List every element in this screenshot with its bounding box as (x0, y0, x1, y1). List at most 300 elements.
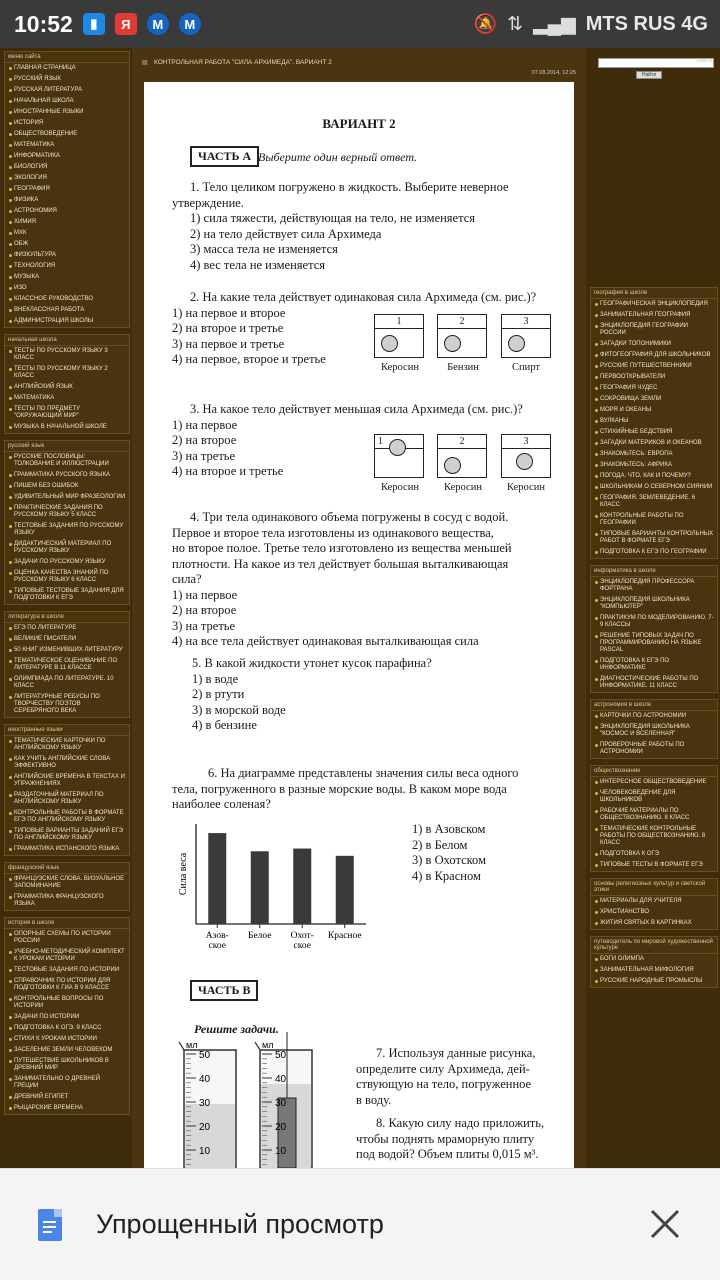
left-menu-item[interactable] (5, 481, 129, 492)
q3-vessel-1: 1 (374, 434, 424, 478)
right-menu-item[interactable] (591, 394, 717, 405)
right-menu-item[interactable] (591, 482, 717, 493)
content-area (132, 48, 586, 1168)
left-menu-item[interactable] (5, 965, 129, 976)
left-menu-item[interactable] (5, 162, 129, 173)
left-menu-item[interactable] (5, 452, 129, 470)
left-menu-item[interactable] (5, 96, 129, 107)
q2-vessel-3: 3 (501, 314, 551, 358)
category-label: Азов- (205, 931, 229, 941)
left-menu-item-label: ГРАММАТИКА ИСПАНСКОГО ЯЗЫКА (14, 846, 120, 852)
right-menu-item[interactable] (591, 416, 717, 427)
left-menu-item[interactable] (5, 393, 129, 404)
right-menu-item[interactable] (591, 849, 717, 860)
right-menu-item-label: ГЕОГРАФИЯ. ЗЕМЛЕВЕДЕНИЕ. 6 КЛАСС (600, 495, 696, 508)
right-menu-item[interactable] (591, 824, 717, 849)
q8-text: под водой? Объем плиты 0,015 м³. (356, 1147, 539, 1161)
right-menu-item[interactable] (591, 299, 717, 310)
q3-label: Керосин (444, 482, 482, 493)
left-menu-item[interactable] (5, 470, 129, 481)
left-menu-item[interactable] (5, 107, 129, 118)
left-menu-item-label: АДМИНИСТРАЦИЯ ШКОЛЫ (14, 318, 94, 324)
left-menu-item-label: ИНФОРМАТИКА (14, 153, 60, 159)
right-menu-item[interactable] (591, 577, 717, 595)
right-menu-item[interactable] (591, 806, 717, 824)
scale-label: 30 (275, 1098, 287, 1109)
q3-option: 2) на второе (172, 433, 237, 447)
left-menu-item[interactable] (5, 492, 129, 503)
right-menu-item-label: ПОДГОТОВКА К ОГЭ (600, 851, 660, 857)
left-menu-item[interactable] (5, 929, 129, 947)
left-menu-item-label: УЧЕБНО-МЕТОДИЧЕСКИЙ КОМПЛЕКТ К УРОКАМ ИСТОРИИ (14, 949, 125, 962)
q7-text: в воду. (356, 1092, 392, 1107)
left-menu-item[interactable] (5, 586, 129, 604)
left-menu-item[interactable] (5, 85, 129, 96)
y-axis-label: Сила веса (178, 852, 189, 896)
q4-option: 4) на все тела действует одинаковая выталкивающая сила (172, 634, 479, 648)
left-menu-block (4, 334, 130, 434)
bar (251, 851, 269, 924)
right-menu-item-label: ШКОЛЬНИКАМ О СЕВЕРНОМ СИЯНИИ (600, 484, 713, 490)
left-menu-item-label: СПРАВОЧНИК ПО ИСТОРИИ ДЛЯ ПОДГОТОВКИ К ГИА В 9 КЛАССЕ (14, 978, 111, 991)
left-menu-item-label: 50 КНИГ ИЗМЕНИВШИХ ЛИТЕРАТУРУ (14, 647, 123, 653)
left-menu-item[interactable] (5, 568, 129, 586)
right-menu-item[interactable] (591, 460, 717, 471)
left-menu-item[interactable] (5, 261, 129, 272)
q8-text: 8. Какую силу надо приложить, (376, 1116, 545, 1130)
close-icon[interactable] (648, 1207, 682, 1241)
q6-option: 2) в Белом (412, 837, 468, 852)
right-sidebar (586, 48, 720, 1168)
left-menu-item-label: ВЕЛИКИЕ ПИСАТЕЛИ (14, 636, 77, 642)
q4-text: 4. Три тела одинакового объема погружены в сосуд с водой. (190, 510, 509, 524)
left-menu-item[interactable] (5, 844, 129, 855)
left-menu-item[interactable] (5, 404, 129, 422)
right-menu-block (590, 565, 718, 693)
document-icon (38, 1209, 62, 1241)
q2-label: Керосин (381, 362, 419, 373)
q6-text: 6. На диаграмме представлены значения силы веса одного (208, 766, 519, 780)
docs-app-icon: ▮ (83, 13, 105, 35)
status-time: 10:52 (14, 10, 73, 37)
part-a-note: Выберите один верный ответ. (258, 150, 418, 164)
left-menu-block (4, 611, 130, 718)
left-menu-item-label: ОЛИМПИАДА ПО ЛИТЕРАТУРЕ. 10 КЛАСС (14, 676, 114, 689)
right-menu-item[interactable] (591, 918, 717, 929)
right-menu-item-label: ГЕОГРАФИЯ ЧУДЕС (600, 385, 658, 391)
right-menu-item-label: ПОГОДА. ЧТО, КАК И ПОЧЕМУ? (600, 473, 691, 479)
signal-icon: ▂▄▆ (533, 13, 576, 35)
left-menu-item-label: ЛИТЕРАТУРНЫЕ РЕБУСЫ ПО ТВОРЧЕСТВУ ПОЭТОВ СЕРЕБРЯНОГО ВЕКА (14, 694, 100, 714)
left-menu-item[interactable] (5, 250, 129, 261)
left-menu-item-label: ЗАДАЧИ ПО РУССКОМУ ЯЗЫКУ (14, 559, 106, 565)
left-menu-item[interactable] (5, 272, 129, 283)
bar (208, 833, 226, 924)
left-menu-item[interactable] (5, 1034, 129, 1045)
question-1 (172, 180, 572, 273)
left-menu-item[interactable] (5, 294, 129, 305)
right-menu-item-label: ВУЛКАНЫ (600, 418, 629, 424)
right-menu-item[interactable] (591, 722, 717, 740)
right-menu-header: обществознание (591, 766, 717, 777)
body-ball (389, 439, 406, 456)
simplified-view-label[interactable]: Упрощенный просмотр (96, 1209, 384, 1239)
left-menu-item-label: ТЕМАТИЧЕСКОЕ ОЦЕНИВАНИЕ ПО ЛИТЕРАТУРЕ В 11 КЛАССЕ (14, 658, 118, 671)
left-menu-item[interactable] (5, 656, 129, 674)
left-menu-item[interactable] (5, 754, 129, 772)
left-menu-header: начальная школа (5, 335, 129, 346)
q3-vessel-3: 3 (501, 434, 551, 478)
q6-option: 1) в Азовском (412, 822, 486, 836)
scale-label: 40 (275, 1074, 287, 1085)
right-menu-item[interactable] (591, 438, 717, 449)
right-menu-item[interactable] (591, 547, 717, 558)
right-menu-block (590, 878, 718, 930)
body-ball (381, 335, 398, 352)
q5-option: 1) в воде (192, 671, 239, 686)
left-menu-header: французский язык (5, 863, 129, 874)
right-menu-block (590, 936, 718, 988)
left-menu-item-label: АНГЛИЙСКИЕ ВРЕМЕНА В ТЕКСТАХ И УПРАЖНЕНИЯХ (14, 774, 125, 787)
q1-option: 4) вес тела не изменяется (190, 257, 325, 272)
left-menu-item-label: НАЧАЛЬНАЯ ШКОЛА (14, 98, 74, 104)
q4-text: но второе полое. Третье тело изготовлено из вещества меньшей (172, 541, 512, 555)
right-menu-item-label: КОНТРОЛЬНЫЕ РАБОТЫ ПО ГЕОГРАФИИ (600, 513, 684, 526)
left-menu-block (4, 51, 130, 328)
left-menu-item-label: ТЕСТОВЫЕ ЗАДАНИЯ ПО РУССКОМУ ЯЗЫКУ (14, 523, 124, 536)
right-menu-item-label: МОРЯ И ОКЕАНЫ (600, 407, 652, 413)
left-menu-item[interactable] (5, 118, 129, 129)
left-menu-header: литература в школе (5, 612, 129, 623)
left-menu-item[interactable] (5, 645, 129, 656)
q1-option: 3) масса тела не изменяется (190, 242, 338, 256)
left-menu-item[interactable] (5, 382, 129, 393)
q3-option: 4) на второе и третье (172, 464, 284, 478)
right-menu-item[interactable] (591, 310, 717, 321)
left-menu-item[interactable] (5, 422, 129, 433)
right-menu-header: география в школе (591, 288, 717, 299)
q5-option: 4) в бензине (192, 718, 257, 732)
right-menu-header: информатика в школе (591, 566, 717, 577)
left-menu-item-label: МАТЕМАТИКА (14, 395, 55, 401)
left-menu-item[interactable] (5, 1092, 129, 1103)
left-menu-item[interactable] (5, 674, 129, 692)
left-menu-item[interactable] (5, 346, 129, 364)
left-menu-item[interactable] (5, 173, 129, 184)
simplified-view-bar[interactable] (0, 1168, 720, 1280)
left-menu-item-label: ТЕСТЫ ПО РУССКОМУ ЯЗЫКУ 3 КЛАСС (14, 348, 108, 361)
right-menu-item-label: ЗАНИМАТЕЛЬНАЯ ГЕОГРАФИЯ (600, 312, 691, 318)
q2-option: 3) на первое и третье (172, 336, 285, 351)
q4-text: Первое и второе тела изготовлены из одинакового вещества, (172, 525, 494, 540)
q2-label: Спирт (512, 362, 540, 373)
right-menu-item[interactable] (591, 674, 717, 692)
right-menu-item-label: ХРИСТИАНСТВО (600, 909, 650, 915)
q3-label: Керосин (507, 482, 545, 493)
site-search-button[interactable]: Найти (636, 71, 662, 79)
left-sidebar (0, 48, 132, 1168)
q6-option: 3) в Охотском (412, 853, 486, 867)
left-menu-item[interactable] (5, 1023, 129, 1034)
left-menu-item-label: ТИПОВЫЕ ТЕСТОВЫЕ ЗАДАНИЯ ДЛЯ ПОДГОТОВКИ К ЕГЭ (14, 588, 124, 601)
right-menu-item[interactable] (591, 493, 717, 511)
right-menu-item[interactable] (591, 595, 717, 613)
right-menu-item[interactable] (591, 339, 717, 350)
right-menu-item-label: РЕШЕНИЕ ТИПОВЫХ ЗАДАЧ ПО ПРОГРАММИРОВАНИЮ НА ЯЗЫКЕ PASCAL (600, 633, 702, 653)
right-menu-item[interactable] (591, 860, 717, 871)
bar (293, 849, 311, 924)
category-label: Белое (248, 931, 272, 941)
right-menu-item[interactable] (591, 321, 717, 339)
left-menu-block (4, 917, 130, 1115)
bar (336, 856, 354, 924)
right-menu-item-label: ПЕРВООТКРЫВАТЕЛИ (600, 374, 666, 380)
left-menu-item-label: ХИМИЯ (14, 219, 36, 225)
left-menu-item[interactable] (5, 184, 129, 195)
right-menu-item-label: ПРОВЕРОЧНЫЕ РАБОТЫ ПО АСТРОНОМИИ (600, 742, 685, 755)
left-menu-item-label: АНГЛИЙСКИЙ ЯЗЫК (14, 384, 73, 390)
right-menu-item[interactable] (591, 740, 717, 758)
left-menu-item-label: КАК УЧИТЬ АНГЛИЙСКИЕ СЛОВА ЭФФЕКТИВНО (14, 756, 111, 769)
left-menu-item-label: ГЛАВНАЯ СТРАНИЦА (14, 65, 76, 71)
left-menu-item[interactable] (5, 976, 129, 994)
left-menu-item-label: ИНОСТРАННЫЕ ЯЗЫКИ (14, 109, 84, 115)
q6-text: наиболее соленая? (172, 797, 271, 811)
right-menu-item[interactable] (591, 777, 717, 788)
left-menu-item-label: ОЦЕНКА КАЧЕСТВА ЗНАНИЙ ПО РУССКОМУ ЯЗЫКУ 6 КЛАСС (14, 570, 109, 583)
left-menu-item-label: КЛАССНОЕ РУКОВОДСТВО (14, 296, 94, 302)
q2-option: 1) на первое и второе (172, 305, 286, 320)
right-menu-item[interactable] (591, 361, 717, 372)
q8-text: чтобы поднять мраморную плиту (356, 1131, 535, 1146)
right-menu-item[interactable] (591, 427, 717, 438)
left-menu-item[interactable] (5, 1103, 129, 1114)
mute-icon: 🔕 (473, 14, 498, 35)
article-header (142, 56, 576, 78)
right-menu-item-label: ЖИТИЯ СВЯТЫХ В КАРТИНКАХ (600, 920, 692, 926)
left-menu-item[interactable] (5, 283, 129, 294)
right-menu-item[interactable] (591, 529, 717, 547)
right-menu-item-label: ТИПОВЫЕ ВАРИАНТЫ КОНТРОЛЬНЫХ РАБОТ В ФОРМАТЕ ЕГЭ (600, 531, 714, 544)
carrier-label: MTS RUS 4G (585, 12, 708, 35)
yandex-app-icon: Я (115, 13, 137, 35)
left-menu-item-label: ГЕОГРАФИЯ (14, 186, 50, 192)
left-menu-item[interactable] (5, 151, 129, 162)
search-label: поиск (696, 58, 712, 64)
body-ball (516, 453, 533, 470)
right-menu-item-label: СОКРОВИЩА ЗЕМЛИ (600, 396, 662, 402)
left-menu-item[interactable] (5, 1056, 129, 1074)
category-label: ское (208, 941, 226, 951)
right-menu-block (590, 699, 718, 759)
right-menu-item[interactable] (591, 405, 717, 416)
right-menu-item[interactable] (591, 788, 717, 806)
right-menu-header: основы религиозных культур и светской этики (591, 879, 717, 896)
status-right (473, 0, 708, 48)
left-menu-item-label: ОБЖ (14, 241, 29, 247)
q3-vessel-2: 2 (437, 434, 487, 478)
left-menu-item[interactable] (5, 772, 129, 790)
left-menu-item-label: СТИХИ К УРОКАМ ИСТОРИИ (14, 1036, 97, 1042)
left-menu-item-label: РАЗДАТОЧНЫЙ МАТЕРИАЛ ПО АНГЛИЙСКОМУ ЯЗЫКУ (14, 792, 104, 805)
left-menu-item[interactable] (5, 1012, 129, 1023)
left-menu-item[interactable] (5, 63, 129, 74)
right-menu-item-label: ЗАГАДКИ МАТЕРИКОВ И ОКЕАНОВ (600, 440, 702, 446)
left-menu-item-label: ПУТЕШЕСТВИЕ ШКОЛЬНИКОВ В ДРЕВНИЙ МИР (14, 1058, 109, 1071)
left-menu-item[interactable] (5, 364, 129, 382)
salinity-bar-chart (174, 820, 374, 960)
left-menu-item[interactable] (5, 994, 129, 1012)
left-menu-block (4, 440, 130, 605)
right-menu-item[interactable] (591, 383, 717, 394)
left-menu-item[interactable] (5, 736, 129, 754)
left-menu-item[interactable] (5, 557, 129, 568)
right-menu-item[interactable] (591, 471, 717, 482)
q4-option: 3) на третье (172, 618, 236, 633)
right-menu-item[interactable] (591, 896, 717, 907)
scale-label: 20 (275, 1122, 287, 1133)
right-menu-item[interactable] (591, 511, 717, 529)
left-menu-item-label: РУССКИЙ ЯЗЫК (14, 76, 61, 82)
q2-option: 2) на второе и третье (172, 321, 284, 335)
left-menu-item[interactable] (5, 503, 129, 521)
left-menu-item[interactable] (5, 305, 129, 316)
right-menu-item-label: СТИХИЙНЫЕ БЕДСТВИЯ (600, 429, 673, 435)
body-ball (444, 457, 461, 474)
left-menu-item[interactable] (5, 228, 129, 239)
left-menu-item[interactable] (5, 239, 129, 250)
right-menu-item-label: КАРТОЧКИ ПО АСТРОНОМИИ (600, 713, 687, 719)
left-menu-header: история в школе (5, 918, 129, 929)
right-menu-item[interactable] (591, 965, 717, 976)
left-menu-item[interactable] (5, 217, 129, 228)
left-menu-item-label: КОНТРОЛЬНЫЕ ВОПРОСЫ ПО ИСТОРИИ (14, 996, 104, 1009)
q5-option: 2) в ртути (192, 687, 245, 701)
metro-app-icon: M (147, 13, 169, 35)
left-menu-item[interactable] (5, 692, 129, 717)
q2-vessel-2: 2 (437, 314, 487, 358)
right-menu-item-label: ДИАГНОСТИЧЕСКИЕ РАБОТЫ ПО ИНФОРМАТИКЕ. 11 КЛАСС (600, 676, 699, 689)
q6-text: тела, погруженного в разные морские воды. В каком море вода (172, 781, 507, 796)
left-menu-item[interactable] (5, 316, 129, 327)
left-menu-item-label: ТЕХНОЛОГИЯ (14, 263, 56, 269)
left-menu-item[interactable] (5, 206, 129, 217)
variant-title: ВАРИАНТ 2 (322, 116, 396, 131)
left-menu-item[interactable] (5, 790, 129, 808)
test-page (144, 82, 574, 1168)
left-menu-item-label: ДИДАКТИЧЕСКИЙ МАТЕРИАЛ ПО РУССКОМУ ЯЗЫКУ (14, 541, 112, 554)
right-menu-item[interactable] (591, 372, 717, 383)
right-menu-item-label: ФИТОГЕОГРАФИЯ ДЛЯ ШКОЛЬНИКОВ (600, 352, 711, 358)
left-menu-item-label: ДРЕВНИЙ ЕГИПЕТ (14, 1094, 69, 1100)
left-menu-item[interactable] (5, 826, 129, 844)
right-menu-item-label: МАТЕРИАЛЫ ДЛЯ УЧИТЕЛЯ (600, 898, 682, 904)
right-menu-item[interactable] (591, 976, 717, 987)
right-menu-item-label: ПРАКТИКУМ ПО МОДЕЛИРОВАНИЮ. 7-9 КЛАССЫ (600, 615, 714, 628)
q7-text: 7. Используя данные рисунка, (376, 1046, 536, 1060)
left-menu-item-label: ТЕСТОВЫЕ ЗАДАНИЯ ПО ИСТОРИИ (14, 967, 120, 973)
left-menu-item-label: ИСТОРИЯ (14, 120, 44, 126)
right-menu-block (590, 765, 718, 872)
search-block (586, 58, 720, 94)
question-5 (192, 656, 572, 734)
cyl2-unit: мл (262, 1040, 274, 1050)
left-menu-item-label: ФИЗИКА (14, 197, 39, 203)
category-label: Охот- (290, 931, 314, 941)
right-menu-item-label: ГЕОГРАФИЧЕСКАЯ ЭНЦИКЛОПЕДИЯ (600, 301, 708, 307)
q3-label: Керосин (381, 482, 419, 493)
left-menu-item[interactable] (5, 140, 129, 151)
right-menu-item[interactable] (591, 449, 717, 460)
left-menu-item[interactable] (5, 1045, 129, 1056)
q3-option: 3) на третье (172, 448, 236, 463)
left-menu-item-label: РУССКАЯ ЛИТЕРАТУРА (14, 87, 82, 93)
left-menu-block (4, 724, 130, 856)
left-menu-item[interactable] (5, 195, 129, 206)
right-menu-item-label: БОГИ ОЛИМПА (600, 956, 644, 962)
question-8 (356, 1116, 572, 1163)
right-menu-item-label: РУССКИЕ ПУТЕШЕСТВЕННИКИ (600, 363, 692, 369)
left-menu-item[interactable] (5, 892, 129, 910)
category-label: Красное (327, 931, 362, 941)
right-menu-item[interactable] (591, 350, 717, 361)
category-label: ское (293, 941, 311, 951)
right-menu-header: астрономия в школе (591, 700, 717, 711)
left-menu-item-label: ТЕСТЫ ПО РУССКОМУ ЯЗЫКУ 2 КЛАСС (14, 366, 108, 379)
right-menu-item[interactable] (591, 711, 717, 722)
left-menu-item-label: ПОДГОТОВКА К ОГЭ. 9 КЛАСС (14, 1025, 102, 1031)
left-menu-item[interactable] (5, 74, 129, 85)
right-menu-item[interactable] (591, 656, 717, 674)
left-menu-item-label: ЗАНИМАТЕЛЬНО О ДРЕВНЕЙ ГРЕЦИИ (14, 1076, 101, 1089)
left-menu-item-label: ОБЩЕСТВОВЕДЕНИЕ (14, 131, 78, 137)
left-menu-item[interactable] (5, 1074, 129, 1092)
measuring-cylinders (176, 1032, 326, 1168)
scale-label: 50 (275, 1050, 287, 1061)
right-menu-item-label: ЗАГАДКИ ТОПОНИМИКИ (600, 341, 672, 347)
left-menu-item[interactable] (5, 808, 129, 826)
left-menu-item-label: ОПОРНЫЕ СХЕМЫ ПО ИСТОРИИ РОССИИ (14, 931, 111, 944)
right-menu-item[interactable] (591, 954, 717, 965)
left-menu-item-label: МУЗЫКА (14, 274, 40, 280)
q3-option: 1) на первое (172, 417, 238, 432)
left-menu-item[interactable] (5, 623, 129, 634)
scale-label: 10 (199, 1146, 211, 1157)
left-menu-item[interactable] (5, 539, 129, 557)
right-menu-item-label: ТИПОВЫЕ ТЕСТЫ В ФОРМАТЕ ЕГЭ (600, 862, 703, 868)
article-title[interactable]: КОНТРОЛЬНАЯ РАБОТА "СИЛА АРХИМЕДА". ВАРИАНТ 2 (154, 59, 332, 66)
left-menu-item-label: ПРАКТИЧЕСКИЕ ЗАДАНИЯ ПО РУССКОМУ ЯЗЫКУ 5 КЛАСС (14, 505, 103, 518)
left-menu-item[interactable] (5, 947, 129, 965)
right-menu-item[interactable] (591, 907, 717, 918)
left-menu-item-label: ФИЗКУЛЬТУРА (14, 252, 57, 258)
q6-options (412, 822, 552, 884)
right-menu-item[interactable] (591, 613, 717, 631)
left-menu-item[interactable] (5, 634, 129, 645)
right-spacer (586, 94, 720, 284)
right-menu-item[interactable] (591, 631, 717, 656)
left-menu-header: русский язык (5, 441, 129, 452)
left-menu-item-label: ТЕСТЫ ПО ПРЕДМЕТУ "ОКРУЖАЮЩИЙ МИР" (14, 406, 80, 419)
left-menu-item[interactable] (5, 874, 129, 892)
left-menu-item-label: МАТЕМАТИКА (14, 142, 55, 148)
right-menu-item-label: ЗНАКОМЬТЕСЬ: АФРИКА (600, 462, 672, 468)
left-menu-item[interactable] (5, 521, 129, 539)
q7-text: определите силу Архимеда, дей- (356, 1061, 530, 1076)
left-menu-item[interactable] (5, 129, 129, 140)
left-menu-item-label: МУЗЫКА В НАЧАЛЬНОЙ ШКОЛЕ (14, 424, 107, 430)
right-menu-header: путеводитель по мировой художественной культуре (591, 937, 717, 954)
